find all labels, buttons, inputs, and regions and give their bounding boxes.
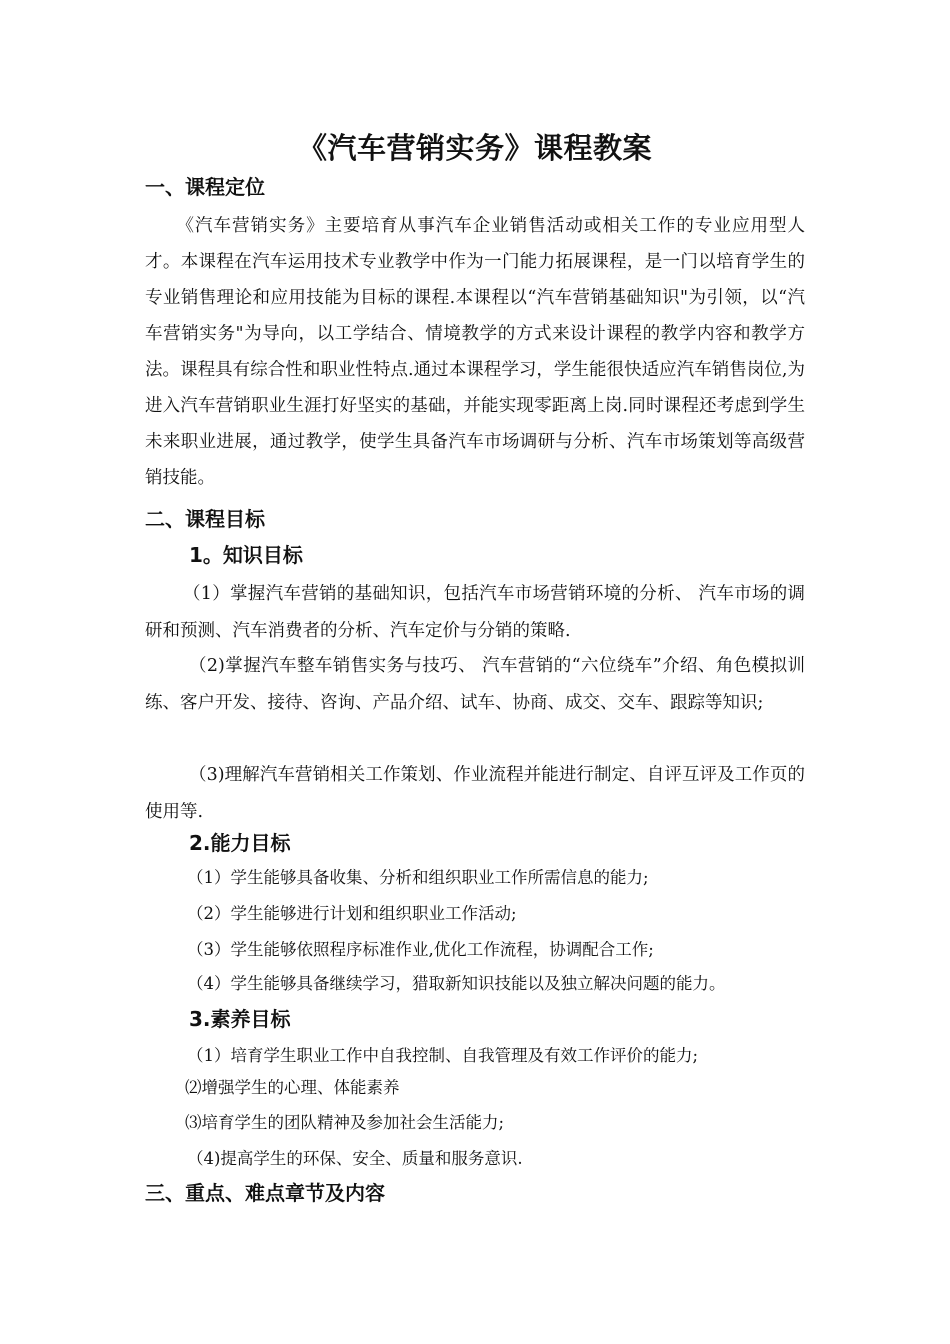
course-position-paragraph: 《汽车营销实务》主要培育从事汽车企业销售活动或相关工作的专业应用型人才。本课程在汽车运用技术专业教学中作为一门能力拓展课程，是一门以培育学生的专业销售理论和应用技能为目标的课程.本课程以“汽车营销基础知识"为引领，以“汽车营销实务"为导向，以工学结合、情境教学的方式来设计课程的教学内容和教学方法。课程具有综合性和职业性特点.通过本课程学习，学生能很快适应汽车销售岗位,为进入汽车营销职业生涯打好坚实的基础，并能实现零距离上岗.同时课程还考虑到学生未来职业进展，通过教学，使学生具备汽车市场调研与分析、汽车市场策划等高级营销技能。 [145, 216, 805, 488]
quality-goal-item: ⑶培育学生的团队精神及参加社会生活能力; [185, 1113, 505, 1132]
subheading-knowledge-goals: 1。知识目标 [189, 543, 303, 567]
section-heading-key-points: 三、重点、难点章节及内容 [145, 1181, 385, 1205]
ability-goal-item: （3）学生能够依照程序标准作业,优化工作流程，协调配合工作; [187, 940, 654, 959]
ability-goal-item: （1）学生能够具备收集、分析和组织职业工作所需信息的能力; [187, 868, 649, 887]
document-title: 《汽车营销实务》课程教案 [297, 131, 652, 165]
quality-goal-item: （1）培育学生职业工作中自我控制、自我管理及有效工作评价的能力; [187, 1046, 699, 1065]
knowledge-goal-item: （1）掌握汽车营销的基础知识，包括汽车市场营销环境的分析、 汽车市场的调研和预测、汽车消费者的分析、汽车定价与分销的策略. [145, 584, 805, 641]
quality-goal-item: （4)提高学生的环保、安全、质量和服务意识. [187, 1149, 523, 1168]
knowledge-goal-item: （3)理解汽车营销相关工作策划、作业流程并能进行制定、自评互评及工作页的使用等. [145, 765, 805, 822]
quality-goal-item: ⑵增强学生的心理、体能素养 [185, 1078, 400, 1097]
knowledge-goal-item: （2)掌握汽车整车销售实务与技巧、 汽车营销的“六位绕车”介绍、角色模拟训练、客户开发、接待、咨询、产品介绍、试车、协商、成交、交车、跟踪等知识; [145, 656, 805, 713]
subheading-ability-goals: 2.能力目标 [189, 831, 291, 855]
section-heading-course-goals: 二、课程目标 [145, 507, 265, 531]
ability-goal-item: （2）学生能够进行计划和组织职业工作活动; [187, 904, 517, 923]
section-heading-course-position: 一、课程定位 [145, 175, 265, 199]
ability-goal-item: （4）学生能够具备继续学习，猎取新知识技能以及独立解决问题的能力。 [187, 974, 726, 993]
subheading-quality-goals: 3.素养目标 [189, 1007, 291, 1031]
